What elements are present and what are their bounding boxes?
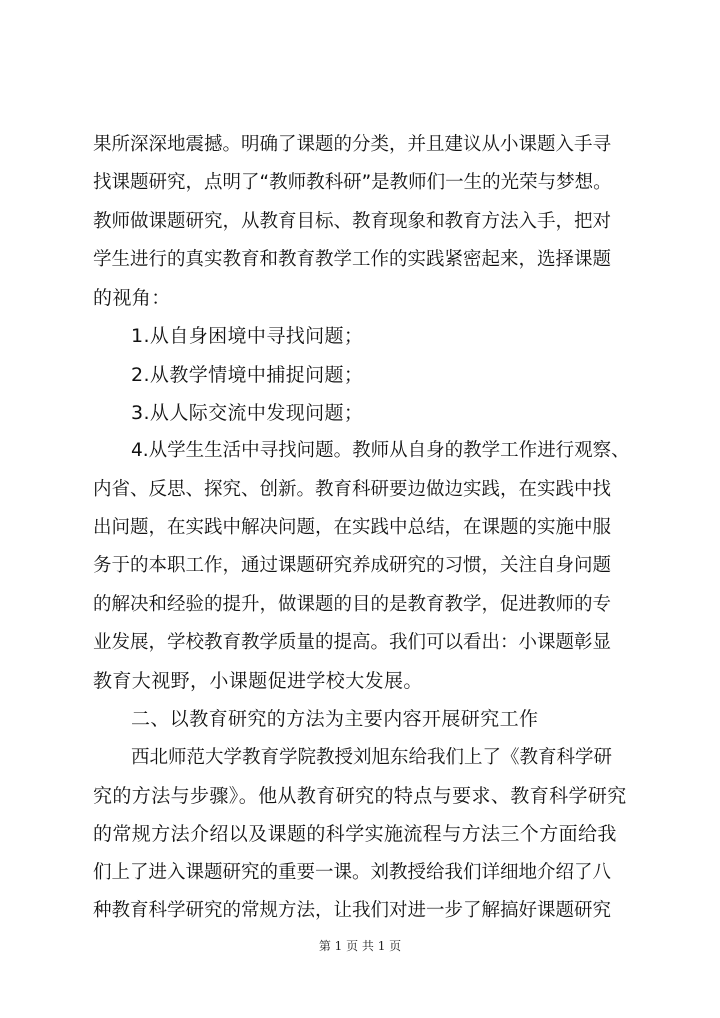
text-line: 务于的本职工作，通过课题研究养成研究的习惯，关注自身问题 bbox=[93, 555, 612, 577]
text-line: 种教育科学研究的常规方法，让我们对进一步了解搞好课题研究 bbox=[93, 899, 612, 921]
text-line: 究的方法与步骤》。他从教育研究的特点与要求、教育科学研究 bbox=[93, 785, 627, 808]
section-heading: 二、以教育研究的方法为主要内容开展研究工作 bbox=[131, 708, 539, 731]
text-line: 学生进行的真实教育和教育教学工作的实践紧密起来，选择课题 bbox=[93, 248, 612, 270]
text-line: 业发展，学校教育教学质量的提高。我们可以看出：小课题彰显 bbox=[93, 631, 612, 653]
list-item: 1.从自身困境中寻找问题； bbox=[131, 325, 364, 348]
text-line: 的常规方法介绍以及课题的科学实施流程与方法三个方面给我 bbox=[93, 823, 617, 846]
text-line: 西北师范大学教育学院教授刘旭东给我们上了《教育科学研 bbox=[131, 746, 613, 768]
text-line: 教师做课题研究，从教育目标、教育现象和教育方法入手，把对 bbox=[93, 210, 612, 232]
text-line: 的视角： bbox=[93, 287, 171, 310]
text-line: 果所深深地震撼。明确了课题的分类，并且建议从小课题入手寻 bbox=[93, 134, 612, 155]
document-body bbox=[93, 126, 633, 930]
text-line: 找课题研究，点明了“教师教科研”是教师们一生的光荣与梦想。 bbox=[93, 172, 612, 194]
list-item: 4.从学生生活中寻找问题。教师从自身的教学工作进行观察、 bbox=[131, 440, 630, 462]
page-number-footer: 第 1 页 共 1 页 bbox=[318, 939, 402, 953]
text-line: 们上了进入课题研究的重要一课。刘教授给我们详细地介绍了八 bbox=[93, 861, 612, 883]
text-line: 出问题，在实践中解决问题，在实践中总结，在课题的实施中服 bbox=[93, 516, 612, 538]
text-line: 教育大视野，小课题促进学校大发展。 bbox=[93, 670, 423, 693]
list-item: 2.从教学情境中捕捉问题； bbox=[131, 363, 364, 386]
text-line: 的解决和经验的提升，做课题的目的是教育教学，促进教师的专 bbox=[93, 593, 612, 615]
text-line: 内省、反思、探究、创新。教育科研要边做边实践，在实践中找 bbox=[93, 478, 612, 500]
list-item: 3.从人际交流中发现问题； bbox=[131, 402, 364, 425]
